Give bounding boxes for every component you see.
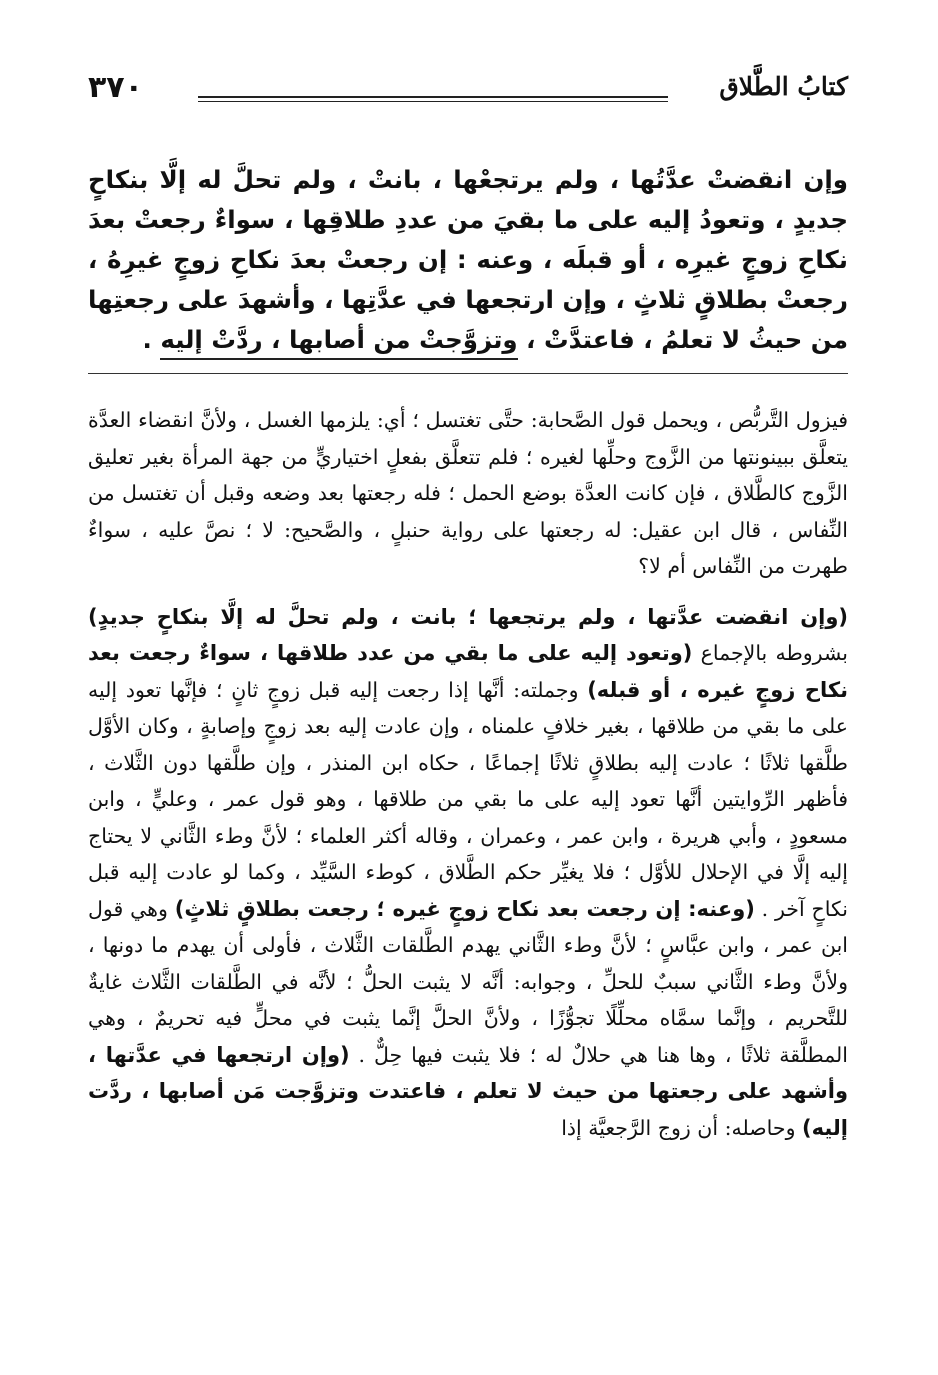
matn-text [88, 160, 848, 360]
matn-main: وإن انقضتْ عدَّتُها ، ولم يرتجعْها ، بانتْ ، ولم تحلَّ له إلَّا بنكاحٍ جديدٍ ، وتعودُ إليه على ما بقيَ من عددِ طلاقِها ، سواءٌ رجعتْ بعدَ نكاحِ زوجٍ غيرِه ، أو قبلَه ، وعنه : إن رجعتْ بعدَ نكاحِ زوجٍ غيرِهُ ، رجعتْ بطلاقٍ ثلاثٍ ، وإن ارتجعها في عدَّتِها ، وأشهدَ على رجعتِها من حيثُ لا تعلمُ ، فاعتدَّتْ ، [88, 165, 848, 354]
sharh-paragraph-2 [88, 599, 848, 1147]
commentary-1: بشروطه بالإجماع [692, 641, 848, 665]
quoted-matn-3: (وعنه: إن رجعت بعد نكاح زوجٍ غيره ؛ رجعت بطلاقٍ ثلاثٍ) [174, 896, 755, 921]
matn-end: . [142, 325, 161, 354]
page-header [88, 70, 848, 110]
quoted-matn-2: (وتعود إليه على ما بقي من عدد طلاقها ، سواءٌ رجعت بعد نكاح زوجٍ غيره ، أو قبله) [88, 641, 848, 702]
sharh-text [88, 402, 848, 1160]
commentary-2: وجملته: أنَّها إذا رجعت إليه قبل زوجٍ ثانٍ ؛ فإنَّها تعود إليه على ما بقي من طلاقها ، بغير خلافٍ علمناه ، وإن عادت إليه بعد زوجٍ وإصابةٍ ، وكان الأوَّل طلَّقها ثلاثًا ؛ عادت إليه بطلاقٍ ثلاثًا إجماعًا ، حكاه ابن المنذر ، وإن طلَّقها دون الثَّلاث ، فأظهر الرِّوايتين أنَّها تعود إليه على ما بقي من طلاقها ، وهو قول عمر ، وعليٍّ ، وابن مسعودٍ ، وأبي هريرة ، وابن عمر ، وعمران ، وقاله أكثر العلماء ؛ لأنَّ وطء الثَّاني لا يحتاج إليه إلَّا في الإحلال للأوَّل ؛ فلا يغيِّر حكم الطَّلاق ، كوطء السَّيِّد ، وكما لو عادت إليه قبل نكاحٍ آخر . [88, 677, 848, 921]
quoted-matn-1: (وإن انقضت عدَّتها ، ولم يرتجعها ؛ بانت ، ولم تحلَّ له إلَّا بنكاحٍ جديدٍ) [88, 604, 848, 629]
section-divider [88, 373, 848, 374]
header-rule [198, 96, 668, 102]
matn-underlined: وتزوَّجتْ من أصابها ، ردَّتْ إليه [160, 325, 517, 360]
commentary-3: وهي قول ابن عمر ، وابن عبَّاسٍ ؛ لأنَّ وطء الثَّاني يهدم الطَّلقات الثَّلاث ، فأولى أن يهدم ما دونها ، ولأنَّ وطء الثَّاني سببٌ للحلِّ ، وجوابه: أنَّه لا يثبت الحلُّ ؛ لأنَّه في الطَّلقات الثَّلاث غايةٌ للتَّحريم ، وإنَّما سمَّاه محلِّلًا تجوُّزًا ، ولأنَّ الحلَّ إنَّما يثبت في محلٍّ فيه تحريمٌ ، وهي المطلَّقة ثلاثًا ، وها هنا هي حلالٌ له ؛ فلا يثبت فيها حِلٌّ . [88, 896, 849, 1067]
page-number: ٣٧٠ [88, 70, 143, 105]
quoted-matn-4: (وإن ارتجعها في عدَّتها ، وأشهد على رجعتها من حيث لا تعلم ، فاعتدت وتزوَّجت مَن أصابها ، ردَّت إليه) [88, 1042, 848, 1140]
commentary-4: وحاصله: أن زوج الرَّجعيَّة إذا [561, 1115, 802, 1140]
book-title: كتابُ الطَّلاق [719, 72, 848, 101]
sharh-paragraph-1: فيزول التَّربُّص ، ويحمل قول الصَّحابة: حتَّى تغتسل ؛ أي: يلزمها الغسل ، ولأنَّ انقضاء العدَّة يتعلَّق ببينونتها من الزَّوج وحلِّها لغيره ؛ فلم تتعلَّق بفعلٍ اختياريٍّ من جهة المرأة بغير تعليق الزَّوج كالطَّلاق ، فإن كانت العدَّة بوضع الحمل ؛ فله رجعتها بعد وضعه وقبل أن تغتسل من النِّفاس ، قال ابن عقيل: له رجعتها على رواية حنبلٍ ، والصَّحيح: لا ؛ نصَّ عليه ، سواءٌ طهرت من النِّفاس أم لا؟ [88, 408, 848, 578]
